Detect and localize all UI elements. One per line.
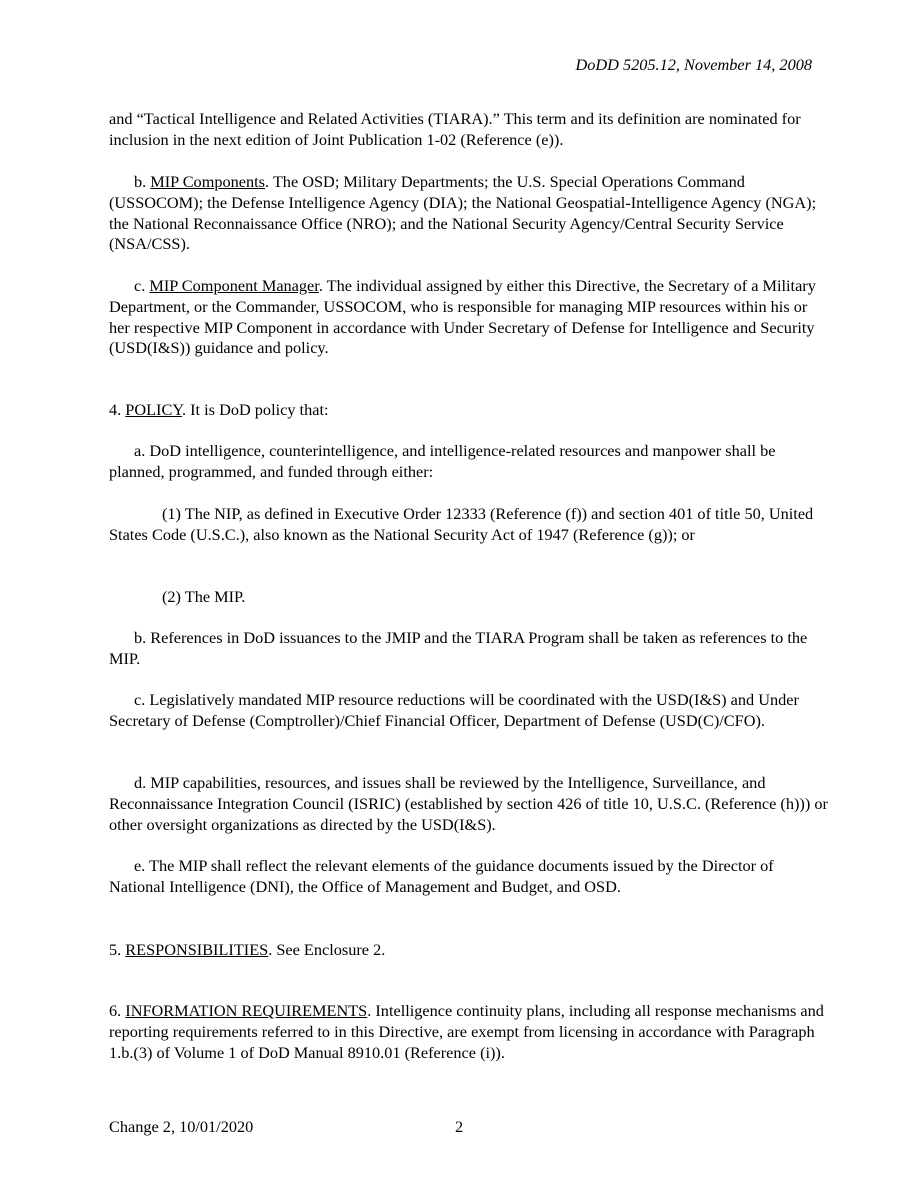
definition-mip-components: [109, 172, 829, 255]
policy-item-c: c. Legislatively mandated MIP resource reductions will be coordinated with the USD(I&S) and Under Secretary of Defense (Comptroller)/Chief Financial Officer, Department of Defense (USD(C)/CFO).: [109, 690, 799, 730]
section-number: 4.: [109, 400, 126, 419]
policy-item-e: e. The MIP shall reflect the relevant elements of the guidance documents issued by the Director of National Intelligence (DNI), the Office of Management and Budget, and OSD.: [109, 856, 774, 896]
section-6-information-requirements: [109, 1001, 829, 1063]
policy-item-a1: (1) The NIP, as defined in Executive Order 12333 (Reference (f)) and section 401 of title 50, United States Code (U.S.C.), also known as the National Security Act of 1947 (Reference (g)); or: [109, 504, 814, 544]
item-prefix: c.: [134, 276, 150, 295]
policy-item-a2: (2) The MIP.: [162, 587, 246, 606]
section-text: . Intelligence continuity plans, including all response mechanisms and reporting requirements referred to in this Directive, are exempt from licensing in accordance with Paragraph 1.b.(3) of Volume 1 of DoD Manual 8910.01 (Reference (i)).: [109, 1001, 824, 1062]
section-title-responsibilities: RESPONSIBILITIES: [125, 940, 269, 959]
page-number: 2: [455, 1117, 464, 1136]
section-title-policy: POLICY: [125, 400, 182, 419]
section-number: 6.: [109, 1001, 126, 1020]
item-prefix: b.: [134, 172, 151, 191]
section-title-information-requirements: INFORMATION REQUIREMENTS: [125, 1001, 368, 1020]
section-number: 5.: [109, 940, 126, 959]
intro-paragraph: and “Tactical Intelligence and Related Activities (TIARA).” This term and its definition are nominated for inclusion in the next edition of Joint Publication 1-02 (Reference (e)).: [109, 109, 801, 149]
section-text: . See Enclosure 2.: [268, 940, 386, 959]
definition-text: . The OSD; Military Departments; the U.S. Special Operations Command (USSOCOM); the Defense Intelligence Agency (DIA); the National Geospatial-Intelligence Agency (NGA); the National Reconnaissance Office (NRO); and the National Security Agency/Central Security Service (NSA/CSS).: [109, 172, 817, 254]
term-mip-component-manager: MIP Component Manager: [149, 276, 319, 295]
footer-change-note: Change 2, 10/01/2020: [109, 1117, 254, 1136]
definition-mip-component-manager: [109, 276, 829, 359]
policy-item-b: b. References in DoD issuances to the JMIP and the TIARA Program shall be taken as references to the MIP.: [109, 628, 808, 668]
policy-item-a: a. DoD intelligence, counterintelligence, and intelligence-related resources and manpower shall be planned, programmed, and funded through either:: [109, 441, 776, 481]
term-mip-components: MIP Components: [150, 172, 266, 191]
section-text: . It is DoD policy that:: [181, 400, 329, 419]
document-header: DoDD 5205.12, November 14, 2008: [575, 55, 812, 74]
definition-text: . The individual assigned by either this Directive, the Secretary of a Military Department, or the Commander, USSOCOM, who is responsible for managing MIP resources within his or her respective MIP Component in accordance with Under Secretary of Defense for Intelligence and Security (USD(I&S)) guidance and policy.: [109, 276, 816, 358]
policy-item-d: d. MIP capabilities, resources, and issues shall be reviewed by the Intelligence, Surveillance, and Reconnaissance Integration Council (ISRIC) (established by section 426 of title 10, U.S.C. (Reference (h))) or other oversight organizations as directed by the USD(I&S).: [109, 773, 828, 834]
section-4-policy-heading: [109, 400, 829, 421]
section-5-responsibilities: [109, 940, 829, 961]
